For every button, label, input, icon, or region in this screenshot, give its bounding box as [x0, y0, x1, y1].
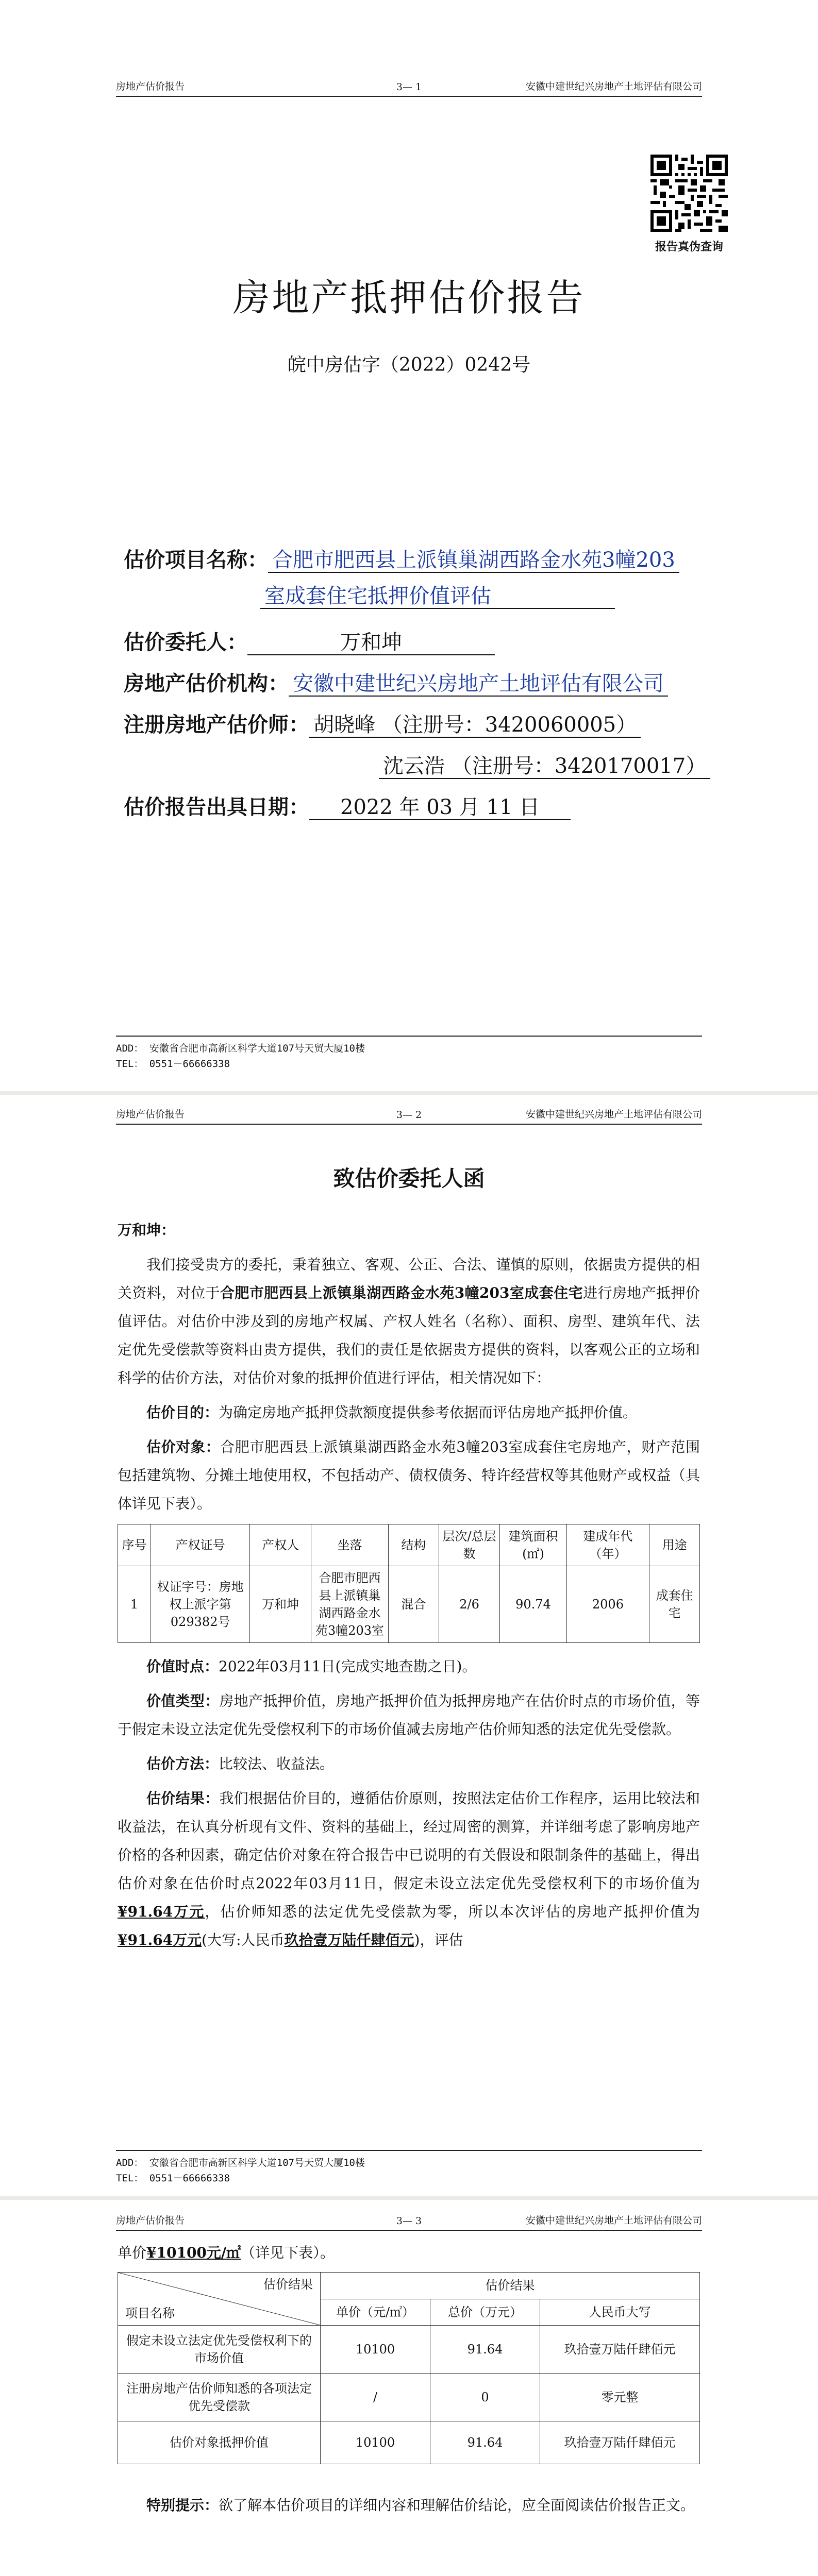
row-chinese-amount: 玖拾壹万陆仟肆佰元	[540, 2326, 700, 2374]
client-label: 估价委托人：	[124, 630, 247, 654]
object-label: 估价对象：	[146, 1438, 221, 1455]
table-cell: 合肥市肥西县上派镇巢湖西路金水苑3幢203室	[311, 1566, 388, 1643]
report-page-letter	[0, 1095, 818, 2196]
agency-row	[124, 667, 668, 697]
header-left: 房地产估价报告	[116, 2215, 185, 2226]
table-cell: 1	[118, 1566, 151, 1643]
header-right: 安徽中建世纪兴房地产土地评估有限公司	[525, 2215, 702, 2226]
page-footer	[116, 1036, 702, 1082]
date-value: 2022 年 03 月 11 日	[309, 795, 571, 820]
table-cell: 成套住宅	[649, 1566, 700, 1643]
project-name-row	[124, 544, 679, 573]
project-name-line1: 合肥市肥西县上派镇巢湖西路金水苑3幢203	[268, 548, 679, 573]
unit-price-line	[118, 2239, 700, 2267]
header-right: 安徽中建世纪兴房地产土地评估有限公司	[525, 81, 702, 92]
table-header-cell: 层次/总层数	[439, 1524, 500, 1566]
footer-address: ADD： 安徽省合肥市高新区科学大道107号天贸大厦10楼	[116, 1043, 365, 1054]
purpose-paragraph	[118, 1398, 700, 1427]
table-cell: 2/6	[439, 1566, 500, 1643]
table-cell: 万和坤	[250, 1566, 311, 1643]
table-row	[118, 2421, 700, 2464]
letter-body	[118, 1216, 700, 1960]
row-total-price: 91.64	[430, 2421, 540, 2464]
value-date-label: 价值时点：	[146, 1658, 219, 1675]
table-header-cell: 序号	[118, 1524, 151, 1566]
date-label: 估价报告出具日期：	[124, 795, 309, 819]
page-number: 3— 1	[396, 81, 422, 93]
appraiser-row	[124, 708, 641, 738]
page-header	[116, 77, 702, 97]
object-paragraph	[118, 1433, 700, 1518]
table-header-row	[118, 1524, 700, 1566]
header-result: 估价结果	[321, 2273, 700, 2299]
page-number: 3— 3	[396, 2215, 422, 2227]
appraiser-row-2	[379, 750, 710, 779]
row-unit-price: 10100	[321, 2421, 430, 2464]
unit-price-note: （详见下表）。	[241, 2244, 335, 2261]
project-name-label: 估价项目名称：	[124, 548, 268, 572]
notice-block	[118, 2491, 700, 2526]
report-title: 房地产抵押估价报告	[232, 276, 586, 319]
report-page-cover	[0, 0, 818, 1091]
result-text-e: (大写:人民币	[202, 1931, 285, 1948]
header-right: 安徽中建世纪兴房地产土地评估有限公司	[525, 1109, 702, 1120]
footer-phone: TEL： 0551－66666338	[116, 1058, 230, 1070]
project-name-line2: 室成套住宅抵押价值评估	[260, 584, 615, 609]
qr-code-icon[interactable]	[650, 155, 728, 232]
client-value: 万和坤	[247, 631, 495, 655]
notice-value: 欲了解本估价项目的详细内容和理解估价结论，应全面阅读估价报告正文。	[219, 2497, 695, 2514]
project-name-row-2	[260, 580, 615, 609]
table-row	[118, 1566, 700, 1643]
header-left: 房地产估价报告	[116, 81, 185, 92]
header-left: 房地产估价报告	[116, 1109, 185, 1120]
value-type-value: 房地产抵押价值，房地产抵押价值为抵押房地产在估价时点的市场价值，等于假定未设立法定优先受偿权利下的市场价值减去房地产估价师知悉的法定优先受偿款。	[118, 1692, 700, 1738]
header-chinese-amount: 人民币大写	[540, 2299, 700, 2326]
header-result-corner: 估价结果	[263, 2277, 313, 2292]
row-total-price: 91.64	[430, 2326, 540, 2374]
page-number: 3— 2	[396, 1109, 422, 1121]
date-row	[124, 791, 571, 820]
purpose-value: 为确定房地产抵押贷款额度提供参考依据而评估房地产抵押价值。	[219, 1404, 638, 1421]
result-text-c: ，估价师知悉的法定优先受偿款为零，所以本次评估的房地产抵押价值为	[205, 1903, 700, 1920]
page-footer	[116, 2150, 702, 2196]
header-item-corner: 项目名称	[125, 2306, 175, 2320]
table-header-row	[118, 2273, 700, 2299]
row-unit-price: /	[321, 2374, 430, 2421]
method-paragraph	[118, 1750, 700, 1778]
purpose-label: 估价目的：	[146, 1404, 219, 1421]
page-header	[116, 1105, 702, 1125]
notice-paragraph	[118, 2491, 700, 2519]
table-header-cell: 用途	[649, 1524, 700, 1566]
table-row	[118, 2326, 700, 2374]
appraiser-label: 注册房地产估价师：	[124, 713, 309, 737]
table-cell: 混合	[389, 1566, 439, 1643]
report-number: 皖中房估字（2022）0242号	[287, 354, 531, 376]
appraiser-1: 胡晓峰 （注册号：3420060005）	[309, 713, 641, 738]
table-header-cell: 结构	[389, 1524, 439, 1566]
agency-value: 安徽中建世纪兴房地产土地评估有限公司	[289, 672, 668, 697]
value-type-label: 价值类型：	[146, 1692, 220, 1709]
row-name: 注册房地产估价师知悉的各项法定优先受偿款	[118, 2374, 321, 2421]
value-date-paragraph	[118, 1652, 700, 1681]
header-unit-price: 单价（元/㎡）	[321, 2299, 430, 2326]
market-value: ¥91.64万元	[118, 1903, 205, 1920]
table-cell: 90.74	[500, 1566, 566, 1643]
table-header-cell: 产权证号	[151, 1524, 250, 1566]
footer-phone: TEL： 0551－66666338	[116, 2173, 230, 2184]
letter-title: 致估价委托人函	[333, 1166, 485, 1191]
result-label: 估价结果：	[146, 1790, 220, 1807]
row-name: 假定未设立法定优先受偿权利下的市场价值	[118, 2326, 321, 2374]
mortgage-value: ¥91.64万元	[118, 1931, 202, 1948]
notice-label: 特别提示：	[146, 2497, 219, 2514]
agency-label: 房地产估价机构：	[124, 671, 289, 696]
row-chinese-amount: 零元整	[540, 2374, 700, 2421]
table-header-cell: 建成年代（年）	[566, 1524, 649, 1566]
table-cell: 权证字号：房地权上派字第029382号	[151, 1566, 250, 1643]
unit-price-label: 单价	[118, 2244, 147, 2261]
result-paragraph	[118, 1784, 700, 1954]
result-text-g: )，评估	[414, 1931, 463, 1948]
mortgage-value-chinese: 玖拾壹万陆仟肆佰元	[284, 1931, 414, 1948]
result-text-a: 我们根据估价目的，遵循估价原则，按照法定估价工作程序，运用比较法和收益法，在认真分析现有文件、资料的基础上，经过周密的测算，并详细考虑了影响房地产价格的各种因素，确定估价对象在符合报告中已说明的有关假设和限制条件的基础上，得出估价对象在估价时点2022年03月11日，假定未设立法定优先受偿权利下的市场价值为	[118, 1790, 700, 1892]
property-table	[118, 1524, 700, 1643]
client-row	[124, 626, 495, 655]
value-date-value: 2022年03月11日(完成实地查勘之日)。	[219, 1658, 477, 1675]
diagonal-header-cell	[118, 2273, 321, 2326]
object-value: 合肥市肥西县上派镇巢湖西路金水苑3幢203室成套住宅房地产，财产范围包括建筑物、分摊土地使用权，不包括动产、债权债务、特许经营权等其他财产或权益（具体详见下表）。	[118, 1438, 700, 1512]
method-value: 比较法、收益法。	[219, 1755, 335, 1772]
valuation-result-table	[118, 2272, 700, 2464]
unit-price-value: ¥10100元/㎡	[146, 2244, 241, 2261]
intro-text-c: 进行房地产抵押价值评估。对估价中涉及到的房地产权属、产权人姓名（名称）、面积、房型、建筑年代、法定优先受偿款等资料由贵方提供，我们的责任是依据贵方提供的资料，以客观公正的立场和科学的估价方法，对估价对象的抵押价值进行评估，相关情况如下：	[118, 1284, 700, 1386]
table-row	[118, 2374, 700, 2421]
row-chinese-amount: 玖拾壹万陆仟肆佰元	[540, 2421, 700, 2464]
table-cell: 2006	[566, 1566, 649, 1643]
row-name: 估价对象抵押价值	[118, 2421, 321, 2464]
intro-paragraph	[118, 1250, 700, 1392]
row-total-price: 0	[430, 2374, 540, 2421]
value-type-paragraph	[118, 1687, 700, 1743]
qr-caption: 报告真伪查询	[655, 240, 723, 253]
salutation: 万和坤：	[118, 1222, 176, 1239]
table-header-cell: 产权人	[250, 1524, 311, 1566]
report-page-results	[0, 2200, 818, 2576]
intro-text-a: 我们接受贵方的委托，秉着独立、客观、公正、合法、谨慎的原则，依据贵方提供的相关资料，对位于	[118, 1256, 700, 1301]
page-header	[116, 2211, 702, 2231]
table-header-cell: 坐落	[311, 1524, 388, 1566]
appraiser-2: 沈云浩 （注册号：3420170017）	[379, 754, 710, 779]
header-total-price: 总价（万元）	[430, 2299, 540, 2326]
intro-address: 合肥市肥西县上派镇巢湖西路金水苑3幢203室成套住宅	[220, 1284, 583, 1301]
table-header-cell: 建筑面积(㎡)	[500, 1524, 566, 1566]
method-label: 估价方法：	[146, 1755, 219, 1772]
row-unit-price: 10100	[321, 2326, 430, 2374]
footer-address: ADD： 安徽省合肥市高新区科学大道107号天贸大厦10楼	[116, 2157, 365, 2168]
